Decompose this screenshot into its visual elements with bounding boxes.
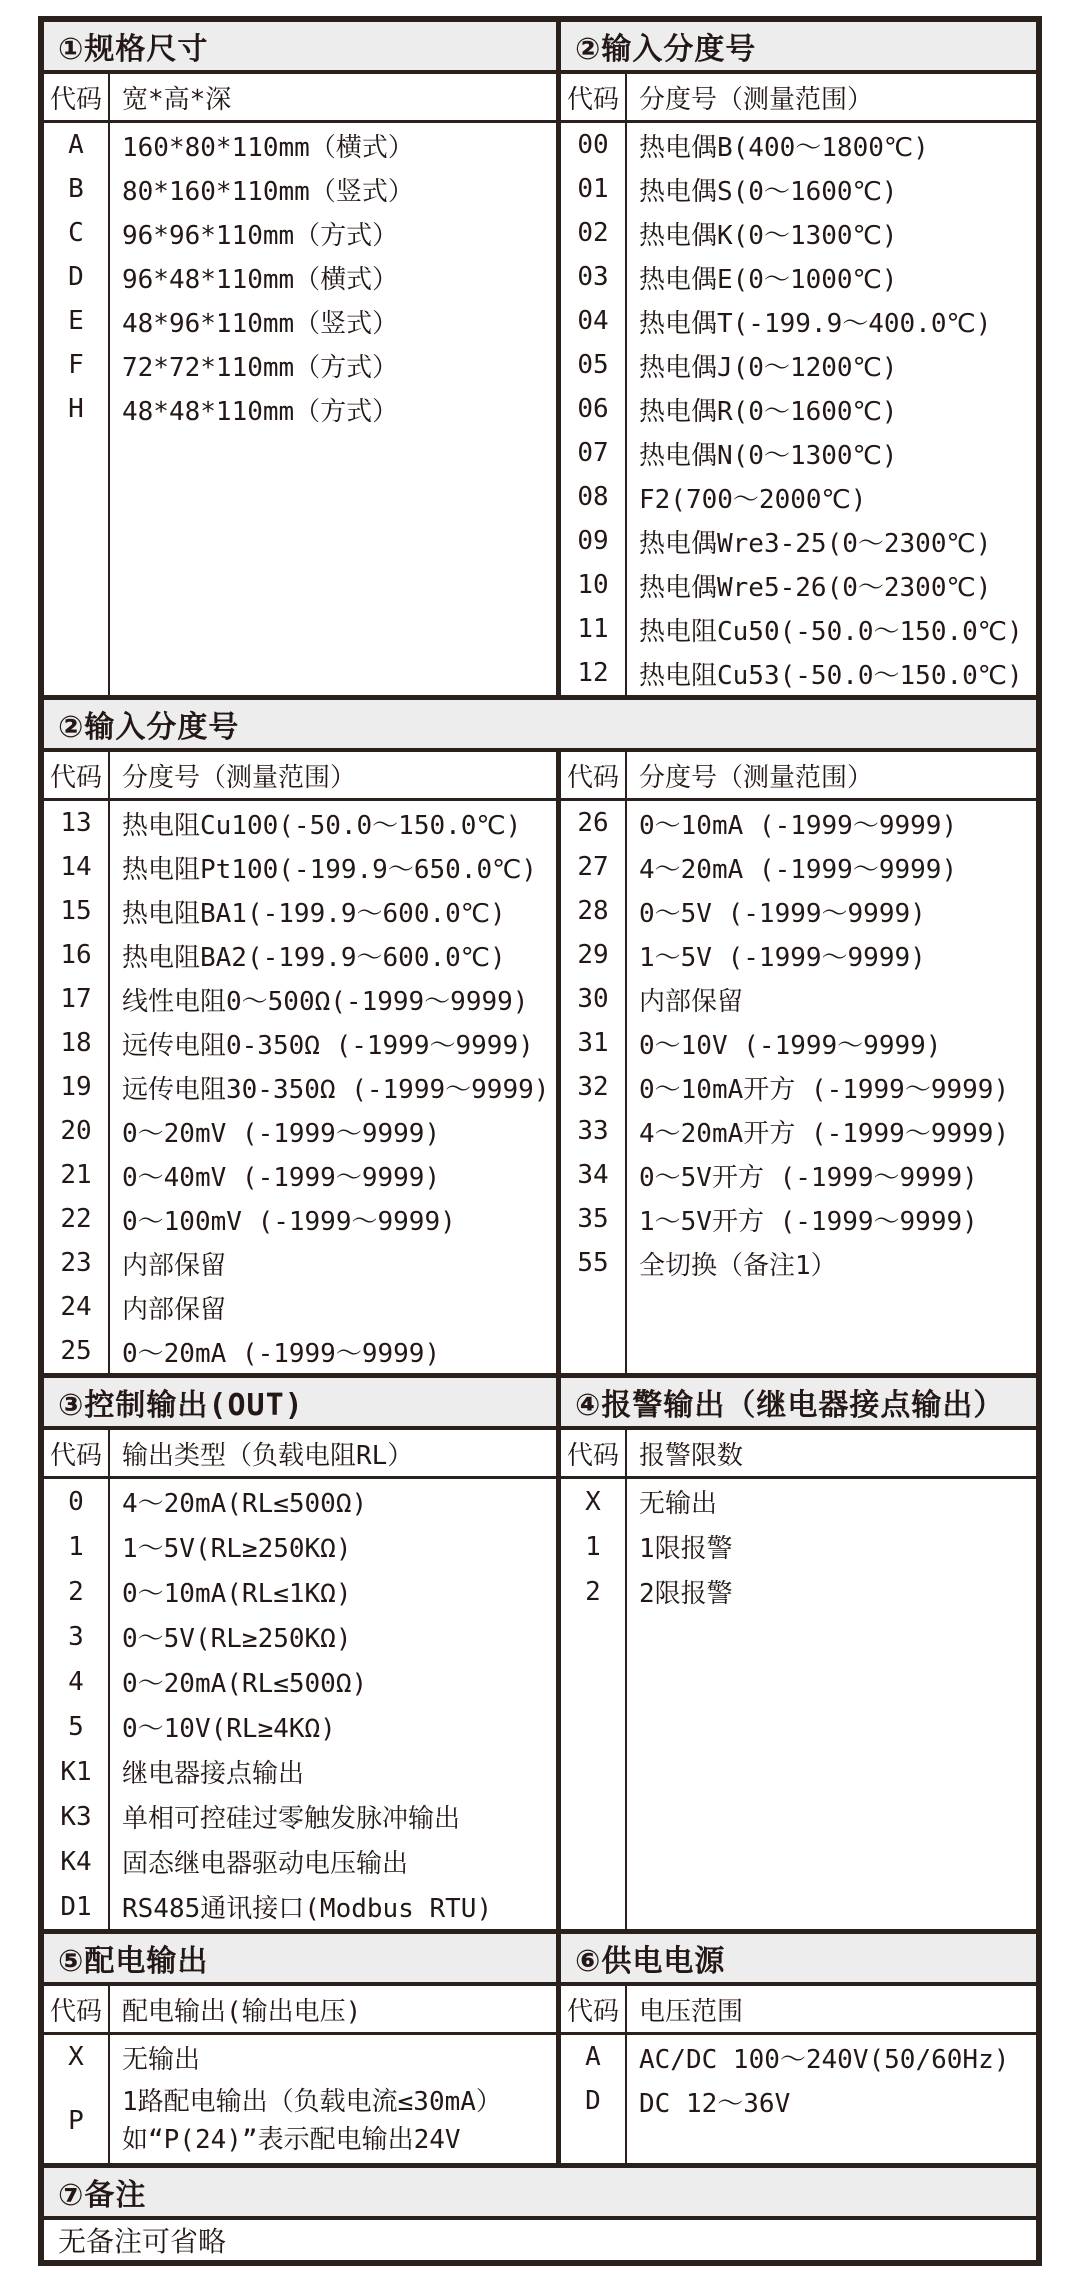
table-row <box>561 889 1036 933</box>
row-code: A <box>561 2035 627 2079</box>
row-desc: 1～5V(RL≥250KΩ) <box>122 1534 352 1564</box>
row-code: 21 <box>44 1153 110 1197</box>
row-desc: 4～20mA开方 (-1999～9999) <box>639 1118 1010 1149</box>
row-desc: 0～10V(RL≥4KΩ) <box>122 1714 336 1744</box>
code-column-header: 代码 <box>561 752 627 798</box>
row-desc: 固态继电器驱动电压输出 <box>122 1849 409 1879</box>
row-desc: 线性电阻0～500Ω(-1999～9999) <box>122 986 529 1017</box>
table-row <box>561 167 1036 211</box>
desc-column-header: 输出类型（负载电阻RL） <box>122 1440 414 1471</box>
input-codes-13-25 <box>44 752 561 1373</box>
row-code: 27 <box>561 845 627 889</box>
section4-header: ④报警输出（继电器接点输出） <box>561 1378 1036 1430</box>
table-row <box>44 2079 556 2163</box>
row-desc: 热电偶J(0～1200℃) <box>639 352 898 383</box>
band-input-division-continued <box>44 695 1036 1373</box>
filler-row <box>44 431 556 695</box>
table-row <box>44 889 556 933</box>
table-row <box>561 1021 1036 1065</box>
table-row <box>561 431 1036 475</box>
section5-header: ⑤配电输出 <box>44 1934 556 1986</box>
row-code: 05 <box>561 343 627 387</box>
row-code: 29 <box>561 933 627 977</box>
column-header-row <box>561 1986 1036 2035</box>
table-row <box>44 1749 556 1794</box>
table-row <box>44 1021 556 1065</box>
row-code: 04 <box>561 299 627 343</box>
row-code: 22 <box>44 1197 110 1241</box>
row-desc: AC/DC 100～240V(50/60Hz) <box>639 2044 1010 2075</box>
row-desc: 2限报警 <box>639 1579 733 1609</box>
row-code: 13 <box>44 801 110 845</box>
table-row <box>44 1794 556 1839</box>
row-code: F <box>44 343 110 387</box>
column-header-row <box>561 752 1036 801</box>
table-row <box>44 1285 556 1329</box>
row-desc: 热电阻BA2(-199.9～600.0℃) <box>122 942 506 973</box>
row-desc: 内部保留 <box>639 986 744 1017</box>
table-row <box>561 211 1036 255</box>
row-desc: 0～5V(RL≥250KΩ) <box>122 1624 352 1654</box>
row-desc: 热电偶N(0～1300℃) <box>639 440 898 471</box>
row-desc: F2(700～2000℃) <box>639 484 867 515</box>
row-code: 07 <box>561 431 627 475</box>
row-desc: 远传电阻30-350Ω (-1999～9999) <box>122 1074 550 1105</box>
row-desc: 72*72*110mm（方式） <box>122 352 399 383</box>
row-code: 30 <box>561 977 627 1021</box>
table-row <box>44 387 556 431</box>
row-code: 24 <box>44 1285 110 1329</box>
column-header-row <box>44 1986 556 2035</box>
section-alarm-output <box>561 1378 1036 1929</box>
table-row <box>561 1569 1036 1614</box>
table-row <box>44 1197 556 1241</box>
table-row <box>561 387 1036 431</box>
row-desc: 远传电阻0-350Ω (-1999～9999) <box>122 1030 534 1061</box>
desc-column-header: 报警限数 <box>639 1440 744 1471</box>
row-code: 0 <box>44 1479 110 1524</box>
row-code: 3 <box>44 1614 110 1659</box>
section-input-division-top <box>561 22 1036 695</box>
row-code: 19 <box>44 1065 110 1109</box>
row-desc: 无输出 <box>639 1489 718 1519</box>
row-code: 2 <box>561 1569 627 1614</box>
row-desc: 0～5V开方 (-1999～9999) <box>639 1162 978 1193</box>
row-code: 03 <box>561 255 627 299</box>
table-row <box>44 255 556 299</box>
row-code: X <box>44 2035 110 2079</box>
table-row <box>561 1479 1036 1524</box>
row-code: 26 <box>561 801 627 845</box>
row-code: X <box>561 1479 627 1524</box>
row-code: 33 <box>561 1109 627 1153</box>
row-code: 08 <box>561 475 627 519</box>
remark-text: 无备注可省略 <box>58 2225 227 2258</box>
table-row <box>561 845 1036 889</box>
row-desc: 96*96*110mm（方式） <box>122 220 399 251</box>
row-code: 1 <box>561 1524 627 1569</box>
table-row <box>44 167 556 211</box>
code-column-header: 代码 <box>561 74 627 120</box>
band-control-and-alarm <box>44 1373 1036 1929</box>
row-desc: DC 12～36V <box>639 2088 791 2119</box>
table-row <box>44 1109 556 1153</box>
row-code: 34 <box>561 1153 627 1197</box>
table-row <box>44 1524 556 1569</box>
section7-header: ⑦备注 <box>44 2168 1036 2220</box>
row-code: 02 <box>561 211 627 255</box>
row-desc: 热电偶K(0～1300℃) <box>639 220 898 251</box>
desc-column-header: 分度号（测量范围） <box>639 762 874 793</box>
table-row <box>561 2079 1036 2123</box>
row-desc: 1～5V (-1999～9999) <box>639 942 926 973</box>
row-code: 14 <box>44 845 110 889</box>
row-code: 17 <box>44 977 110 1021</box>
row-code: 1 <box>44 1524 110 1569</box>
table-row <box>561 1197 1036 1241</box>
row-desc: 内部保留 <box>122 1250 227 1281</box>
table-row <box>561 299 1036 343</box>
table-row <box>44 211 556 255</box>
row-code: 28 <box>561 889 627 933</box>
filler-row <box>561 2123 1036 2163</box>
row-code: 10 <box>561 563 627 607</box>
row-code: 11 <box>561 607 627 651</box>
table-row <box>44 1569 556 1614</box>
section-control-output <box>44 1378 561 1929</box>
row-desc: 全切换（备注1） <box>639 1250 837 1281</box>
table-row <box>44 1065 556 1109</box>
row-desc: 1～5V开方 (-1999～9999) <box>639 1206 978 1237</box>
table-row <box>44 1884 556 1929</box>
row-desc: 4～20mA (-1999～9999) <box>639 854 958 885</box>
band-spec-and-input <box>44 22 1036 695</box>
table-row <box>561 519 1036 563</box>
row-code: C <box>44 211 110 255</box>
row-desc <box>110 2079 556 2163</box>
row-code: K4 <box>44 1839 110 1884</box>
table-row <box>561 343 1036 387</box>
table-row <box>44 123 556 167</box>
table-row <box>44 299 556 343</box>
row-desc: 80*160*110mm（竖式） <box>122 176 414 207</box>
column-header-row <box>44 752 556 801</box>
row-code: 09 <box>561 519 627 563</box>
row-desc: 单相可控硅过零触发脉冲输出 <box>122 1804 461 1834</box>
row-code: 16 <box>44 933 110 977</box>
row-desc: 热电阻Pt100(-199.9～650.0℃) <box>122 854 537 885</box>
row-code: K3 <box>44 1794 110 1839</box>
row-desc: 48*48*110mm（方式） <box>122 396 399 427</box>
code-column-header: 代码 <box>44 1430 110 1476</box>
row-desc: 48*96*110mm（竖式） <box>122 308 399 339</box>
row-desc: 0～20mA(RL≤500Ω) <box>122 1669 368 1699</box>
table-row <box>561 1524 1036 1569</box>
code-column-header: 代码 <box>44 1986 110 2032</box>
row-code: 31 <box>561 1021 627 1065</box>
row-desc: 0～10V (-1999～9999) <box>639 1030 942 1061</box>
table-row <box>44 1839 556 1884</box>
row-code: H <box>44 387 110 431</box>
row-code: P <box>44 2079 110 2163</box>
row-desc: 0～20mV (-1999～9999) <box>122 1118 441 1149</box>
table-row <box>44 2035 556 2079</box>
row-desc: 无输出 <box>122 2044 201 2075</box>
row-code: D1 <box>44 1884 110 1929</box>
code-column-header: 代码 <box>44 752 110 798</box>
table-row <box>561 933 1036 977</box>
band-distribution-and-power <box>44 1929 1036 2163</box>
desc-column-header: 宽*高*深 <box>122 84 232 115</box>
row-desc-line1: 1路配电输出（负载电流≤30mA） <box>122 2087 502 2117</box>
table-row <box>44 845 556 889</box>
row-desc: 热电阻BA1(-199.9～600.0℃) <box>122 898 506 929</box>
desc-column-header: 分度号（测量范围） <box>639 84 874 115</box>
table-row <box>561 1109 1036 1153</box>
table-row <box>44 343 556 387</box>
table-row <box>561 475 1036 519</box>
row-code: 4 <box>44 1659 110 1704</box>
row-desc: 0～40mV (-1999～9999) <box>122 1162 441 1193</box>
row-code: 55 <box>561 1241 627 1285</box>
row-desc: 热电偶S(0～1600℃) <box>639 176 898 207</box>
table-row <box>561 1241 1036 1285</box>
section-distribution-output <box>44 1934 561 2163</box>
desc-column-header: 电压范围 <box>639 1996 744 2027</box>
column-header-row <box>561 74 1036 123</box>
row-code: 20 <box>44 1109 110 1153</box>
table-row <box>44 1329 556 1373</box>
row-desc: 0～20mA (-1999～9999) <box>122 1338 441 1369</box>
row-code: 01 <box>561 167 627 211</box>
row-code: 23 <box>44 1241 110 1285</box>
row-desc: 0～10mA(RL≤1KΩ) <box>122 1579 352 1609</box>
row-desc: 热电偶Wre3-25(0～2300℃) <box>639 528 992 559</box>
row-desc: 1限报警 <box>639 1534 733 1564</box>
row-code: 2 <box>44 1569 110 1614</box>
row-desc: RS485通讯接口(Modbus RTU) <box>122 1894 493 1924</box>
row-desc: 热电偶R(0～1600℃) <box>639 396 898 427</box>
band-remark <box>44 2163 1036 2260</box>
section1-header: ①规格尺寸 <box>44 22 556 74</box>
row-desc: 0～10mA开方 (-1999～9999) <box>639 1074 1010 1105</box>
row-desc: 96*48*110mm（横式） <box>122 264 399 295</box>
table-row <box>44 1153 556 1197</box>
table-row <box>561 123 1036 167</box>
row-desc-line2: 如“P(24)”表示配电输出24V <box>122 2125 461 2155</box>
row-desc: 热电偶E(0～1000℃) <box>639 264 898 295</box>
row-code: A <box>44 123 110 167</box>
table-row <box>44 933 556 977</box>
filler-row <box>561 1614 1036 1929</box>
table-row <box>561 651 1036 695</box>
table-row <box>561 1065 1036 1109</box>
section-spec-size <box>44 22 561 695</box>
section-power-supply <box>561 1934 1036 2163</box>
row-desc: 160*80*110mm（横式） <box>122 132 414 163</box>
row-code: 06 <box>561 387 627 431</box>
row-desc: 热电偶Wre5-26(0～2300℃) <box>639 572 992 603</box>
row-desc: 热电阻Cu53(-50.0～150.0℃) <box>639 660 1023 691</box>
row-desc: 继电器接点输出 <box>122 1759 305 1789</box>
table-row <box>44 801 556 845</box>
table-row <box>44 1659 556 1704</box>
code-column-header: 代码 <box>44 74 110 120</box>
row-code: D <box>561 2079 627 2123</box>
row-desc: 0～10mA (-1999～9999) <box>639 810 958 841</box>
column-header-row <box>561 1430 1036 1479</box>
row-code: 32 <box>561 1065 627 1109</box>
section3-header: ③控制输出(OUT) <box>44 1378 556 1430</box>
row-code: B <box>44 167 110 211</box>
row-code: 5 <box>44 1704 110 1749</box>
row-code: K1 <box>44 1749 110 1794</box>
filler-row <box>561 1285 1036 1373</box>
section2b-header: ②输入分度号 <box>44 700 1036 752</box>
row-desc: 热电阻Cu100(-50.0～150.0℃) <box>122 810 522 841</box>
row-desc: 热电偶B(400～1800℃) <box>639 132 929 163</box>
row-desc: 热电偶T(-199.9～400.0℃) <box>639 308 992 339</box>
code-column-header: 代码 <box>561 1430 627 1476</box>
row-code: 15 <box>44 889 110 933</box>
row-code: E <box>44 299 110 343</box>
table-row <box>561 1153 1036 1197</box>
row-code: 12 <box>561 651 627 695</box>
table-row <box>44 1479 556 1524</box>
row-code: 18 <box>44 1021 110 1065</box>
table-row <box>561 2035 1036 2079</box>
table-row <box>561 255 1036 299</box>
row-code: 35 <box>561 1197 627 1241</box>
input-codes-26-55 <box>561 752 1036 1373</box>
table-row <box>44 1241 556 1285</box>
code-column-header: 代码 <box>561 1986 627 2032</box>
desc-column-header: 分度号（测量范围） <box>122 762 357 793</box>
table-row <box>44 977 556 1021</box>
ordering-code-table <box>38 16 1042 2266</box>
row-desc: 0～5V (-1999～9999) <box>639 898 926 929</box>
column-header-row <box>44 74 556 123</box>
section2-header: ②输入分度号 <box>561 22 1036 74</box>
row-code: 00 <box>561 123 627 167</box>
row-code: 25 <box>44 1329 110 1373</box>
row-desc: 内部保留 <box>122 1294 227 1325</box>
row-code: D <box>44 255 110 299</box>
column-header-row <box>44 1430 556 1479</box>
table-row <box>44 1614 556 1659</box>
row-desc: 热电阻Cu50(-50.0～150.0℃) <box>639 616 1023 647</box>
table-row <box>561 563 1036 607</box>
table-row <box>44 1704 556 1749</box>
table-row <box>561 801 1036 845</box>
row-desc: 4～20mA(RL≤500Ω) <box>122 1489 368 1519</box>
desc-column-header: 配电输出(输出电压) <box>122 1996 362 2027</box>
table-row <box>561 977 1036 1021</box>
section6-header: ⑥供电电源 <box>561 1934 1036 1986</box>
table-row <box>561 607 1036 651</box>
row-desc: 0～100mV (-1999～9999) <box>122 1206 456 1237</box>
